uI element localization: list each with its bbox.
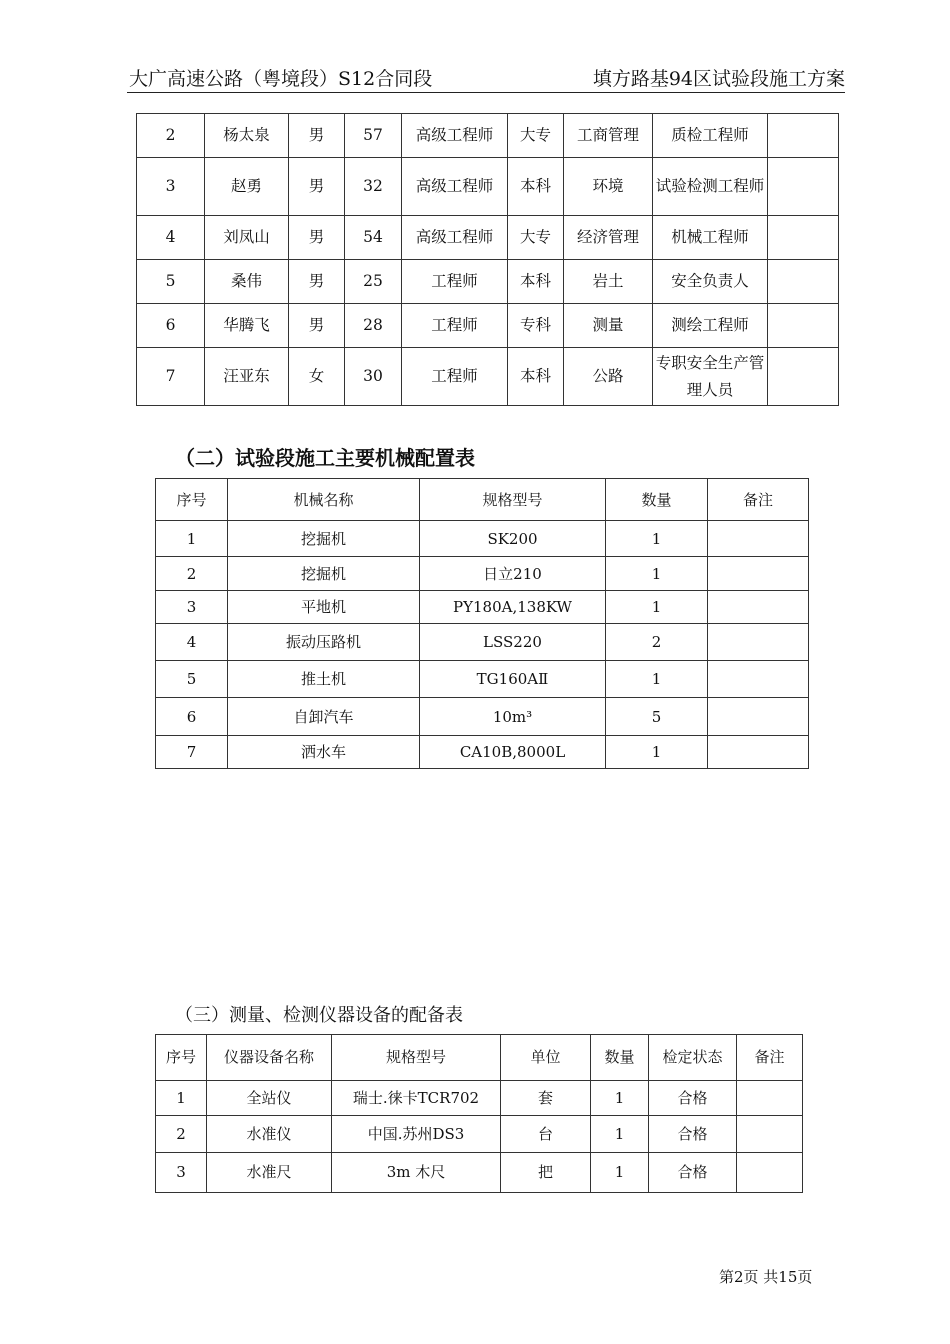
table-cell: 1 bbox=[591, 1153, 649, 1193]
table-cell: 试验检测工程师 bbox=[653, 158, 768, 216]
header-cell: 仪器设备名称 bbox=[207, 1035, 332, 1081]
table-cell: 女 bbox=[289, 348, 345, 406]
table-cell bbox=[708, 591, 809, 624]
table-cell: 大专 bbox=[508, 114, 564, 158]
header-cell: 数量 bbox=[606, 479, 708, 521]
table-cell: 6 bbox=[137, 304, 205, 348]
table-cell bbox=[708, 624, 809, 661]
table-cell: 1 bbox=[591, 1116, 649, 1153]
table-cell: 华腾飞 bbox=[205, 304, 289, 348]
table-cell: 公路 bbox=[564, 348, 653, 406]
table-cell: 台 bbox=[501, 1116, 591, 1153]
table-cell: 4 bbox=[137, 216, 205, 260]
table-cell bbox=[768, 158, 839, 216]
table-cell: 工程师 bbox=[402, 260, 508, 304]
table-cell: 男 bbox=[289, 216, 345, 260]
staff-row bbox=[137, 114, 839, 158]
table-cell: 1 bbox=[606, 591, 708, 624]
table-cell: 挖掘机 bbox=[228, 557, 420, 591]
table-cell: 推土机 bbox=[228, 661, 420, 698]
staff-row bbox=[137, 348, 839, 406]
table-cell bbox=[708, 736, 809, 769]
table-cell: 2 bbox=[606, 624, 708, 661]
table-cell: PY180A,138KW bbox=[420, 591, 606, 624]
staff-row bbox=[137, 260, 839, 304]
table-cell: 水准尺 bbox=[207, 1153, 332, 1193]
table-cell: 桑伟 bbox=[205, 260, 289, 304]
table-cell: 赵勇 bbox=[205, 158, 289, 216]
staff-table bbox=[136, 113, 839, 406]
table-cell: TG160AⅡ bbox=[420, 661, 606, 698]
table-cell: 高级工程师 bbox=[402, 114, 508, 158]
table-cell: 32 bbox=[345, 158, 402, 216]
table-cell: 本科 bbox=[508, 260, 564, 304]
table-cell: 水准仪 bbox=[207, 1116, 332, 1153]
instrument-section-title: （三）测量、检测仪器设备的配备表 bbox=[175, 1005, 463, 1026]
table-cell bbox=[708, 698, 809, 736]
table-header-row bbox=[156, 1035, 803, 1081]
table-cell: 本科 bbox=[508, 158, 564, 216]
table-cell: 杨太泉 bbox=[205, 114, 289, 158]
staff-row bbox=[137, 304, 839, 348]
table-cell: 5 bbox=[606, 698, 708, 736]
table-cell bbox=[708, 557, 809, 591]
machinery-row bbox=[156, 521, 809, 557]
table-cell: 全站仪 bbox=[207, 1081, 332, 1116]
table-cell: 1 bbox=[606, 736, 708, 769]
table-cell: 机械工程师 bbox=[653, 216, 768, 260]
table-cell bbox=[737, 1081, 803, 1116]
table-cell: 2 bbox=[156, 557, 228, 591]
machinery-row bbox=[156, 624, 809, 661]
table-cell bbox=[768, 304, 839, 348]
table-cell bbox=[737, 1153, 803, 1193]
table-cell: 专职安全生产管理人员 bbox=[653, 348, 768, 406]
table-cell: SK200 bbox=[420, 521, 606, 557]
table-cell: 质检工程师 bbox=[653, 114, 768, 158]
table-cell: 洒水车 bbox=[228, 736, 420, 769]
table-cell: 3 bbox=[137, 158, 205, 216]
table-cell: 4 bbox=[156, 624, 228, 661]
table-cell: 1 bbox=[606, 521, 708, 557]
header-cell: 单位 bbox=[501, 1035, 591, 1081]
table-cell bbox=[708, 661, 809, 698]
machinery-row bbox=[156, 591, 809, 624]
table-cell: 安全负责人 bbox=[653, 260, 768, 304]
table-cell: 1 bbox=[156, 1081, 207, 1116]
machinery-section-title: （二）试验段施工主要机械配置表 bbox=[175, 446, 475, 470]
instrument-row bbox=[156, 1116, 803, 1153]
instrument-row bbox=[156, 1081, 803, 1116]
header-cell: 规格型号 bbox=[420, 479, 606, 521]
table-cell: 3 bbox=[156, 1153, 207, 1193]
table-cell: 合格 bbox=[649, 1116, 737, 1153]
staff-row bbox=[137, 216, 839, 260]
table-cell: 自卸汽车 bbox=[228, 698, 420, 736]
table-cell: 测绘工程师 bbox=[653, 304, 768, 348]
table-cell: 岩土 bbox=[564, 260, 653, 304]
table-cell: LSS220 bbox=[420, 624, 606, 661]
table-cell: 10m³ bbox=[420, 698, 606, 736]
machinery-row bbox=[156, 736, 809, 769]
table-cell: 1 bbox=[591, 1081, 649, 1116]
table-cell: 57 bbox=[345, 114, 402, 158]
table-cell: 28 bbox=[345, 304, 402, 348]
table-cell: 振动压路机 bbox=[228, 624, 420, 661]
page-header bbox=[127, 66, 845, 93]
table-cell: 工商管理 bbox=[564, 114, 653, 158]
header-cell: 规格型号 bbox=[332, 1035, 501, 1081]
machinery-row bbox=[156, 557, 809, 591]
header-cell: 序号 bbox=[156, 1035, 207, 1081]
table-cell: 刘凤山 bbox=[205, 216, 289, 260]
table-cell: CA10B,8000L bbox=[420, 736, 606, 769]
table-cell: 挖掘机 bbox=[228, 521, 420, 557]
table-cell: 5 bbox=[137, 260, 205, 304]
table-cell: 把 bbox=[501, 1153, 591, 1193]
machinery-row bbox=[156, 661, 809, 698]
table-cell bbox=[737, 1116, 803, 1153]
table-cell: 3 bbox=[156, 591, 228, 624]
table-cell: 中国.苏州DS3 bbox=[332, 1116, 501, 1153]
table-cell: 工程师 bbox=[402, 304, 508, 348]
instrument-table bbox=[155, 1034, 803, 1193]
table-cell: 5 bbox=[156, 661, 228, 698]
table-cell: 6 bbox=[156, 698, 228, 736]
table-cell: 专科 bbox=[508, 304, 564, 348]
table-cell: 男 bbox=[289, 158, 345, 216]
table-cell: 本科 bbox=[508, 348, 564, 406]
table-cell: 大专 bbox=[508, 216, 564, 260]
header-document-title: 填方路基94区试验段施工方案 bbox=[592, 68, 845, 90]
machinery-table bbox=[155, 478, 809, 769]
table-cell: 环境 bbox=[564, 158, 653, 216]
table-cell: 瑞士.徕卡TCR702 bbox=[332, 1081, 501, 1116]
table-cell: 平地机 bbox=[228, 591, 420, 624]
table-cell: 套 bbox=[501, 1081, 591, 1116]
table-cell: 1 bbox=[606, 661, 708, 698]
table-cell: 54 bbox=[345, 216, 402, 260]
header-cell: 数量 bbox=[591, 1035, 649, 1081]
table-cell: 男 bbox=[289, 304, 345, 348]
table-header-row bbox=[156, 479, 809, 521]
table-cell: 汪亚东 bbox=[205, 348, 289, 406]
header-cell: 检定状态 bbox=[649, 1035, 737, 1081]
table-cell: 30 bbox=[345, 348, 402, 406]
staff-row bbox=[137, 158, 839, 216]
table-cell: 高级工程师 bbox=[402, 158, 508, 216]
table-cell: 2 bbox=[137, 114, 205, 158]
table-cell: 经济管理 bbox=[564, 216, 653, 260]
table-cell: 1 bbox=[156, 521, 228, 557]
table-cell bbox=[768, 348, 839, 406]
table-cell: 日立210 bbox=[420, 557, 606, 591]
table-cell: 3m 木尺 bbox=[332, 1153, 501, 1193]
header-project-name: 大广高速公路（粤境段）S12合同段 bbox=[129, 68, 433, 90]
header-cell: 机械名称 bbox=[228, 479, 420, 521]
table-cell: 男 bbox=[289, 114, 345, 158]
machinery-row bbox=[156, 698, 809, 736]
header-cell: 序号 bbox=[156, 479, 228, 521]
table-cell: 25 bbox=[345, 260, 402, 304]
table-cell bbox=[768, 216, 839, 260]
table-cell: 1 bbox=[606, 557, 708, 591]
table-cell bbox=[708, 521, 809, 557]
page-number: 第2页 共15页 bbox=[719, 1268, 813, 1286]
table-cell: 7 bbox=[137, 348, 205, 406]
table-cell: 7 bbox=[156, 736, 228, 769]
header-cell: 备注 bbox=[737, 1035, 803, 1081]
table-cell bbox=[768, 260, 839, 304]
table-cell: 合格 bbox=[649, 1081, 737, 1116]
table-cell: 测量 bbox=[564, 304, 653, 348]
instrument-row bbox=[156, 1153, 803, 1193]
table-cell: 男 bbox=[289, 260, 345, 304]
header-cell: 备注 bbox=[708, 479, 809, 521]
table-cell bbox=[768, 114, 839, 158]
table-cell: 高级工程师 bbox=[402, 216, 508, 260]
table-cell: 合格 bbox=[649, 1153, 737, 1193]
table-cell: 2 bbox=[156, 1116, 207, 1153]
table-cell: 工程师 bbox=[402, 348, 508, 406]
